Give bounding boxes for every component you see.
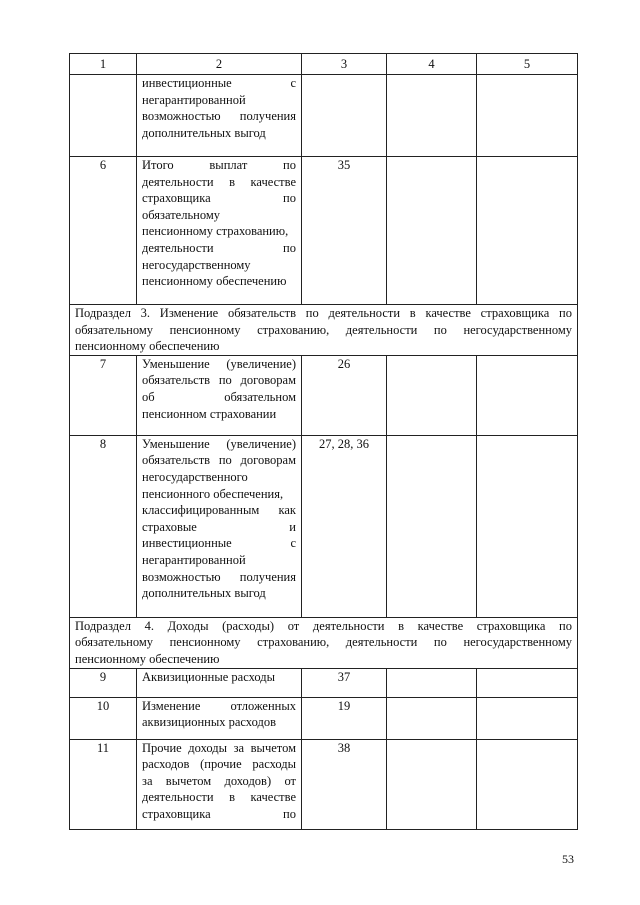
row-number: 6	[70, 157, 137, 305]
subsection-heading	[70, 617, 578, 668]
empty-cell	[477, 355, 578, 435]
row-note	[302, 75, 387, 157]
empty-cell	[387, 697, 477, 739]
report-table	[69, 53, 578, 830]
description-line: страховщика по	[142, 191, 296, 206]
description-line: пенсионному страхованию,	[142, 224, 289, 239]
description-line: дополнительных выгод	[142, 586, 266, 601]
table-row	[70, 75, 578, 157]
row-note: 35	[302, 157, 387, 305]
page-number: 53	[562, 852, 574, 866]
empty-cell	[387, 668, 477, 697]
empty-cell	[387, 435, 477, 617]
empty-cell	[387, 739, 477, 829]
description-line: пенсионному обеспечению	[142, 274, 287, 289]
empty-cell	[477, 697, 578, 739]
row-note: 19	[302, 697, 387, 739]
table-row	[70, 355, 578, 435]
row-description	[137, 435, 302, 617]
row-note: 27, 28, 36	[302, 435, 387, 617]
description-line: об обязательном	[142, 389, 296, 404]
description-line: классифицированным как	[142, 503, 296, 518]
row-note: 38	[302, 739, 387, 829]
description-line: возможностью получения	[142, 109, 296, 124]
column-header: 1	[70, 54, 137, 75]
subsection-line: Подраздел 3. Изменение обязательств по деятельности в качестве страховщика по	[75, 306, 572, 320]
description-line: Аквизиционные расходы	[142, 669, 276, 684]
empty-cell	[387, 157, 477, 305]
description-line: обязательному	[142, 207, 221, 222]
row-number: 11	[70, 739, 137, 829]
row-description	[137, 355, 302, 435]
row-number: 10	[70, 697, 137, 739]
subsection-row	[70, 617, 578, 668]
table-row	[70, 668, 578, 697]
description-line: негарантированной	[142, 92, 246, 107]
description-line: пенсионном страховании	[142, 406, 277, 421]
subsection-line: пенсионному обеспечению	[75, 339, 220, 354]
row-note: 37	[302, 668, 387, 697]
description-line: обязательств по договорам	[142, 453, 296, 468]
description-line: деятельности по	[142, 240, 296, 255]
table-row	[70, 697, 578, 739]
description-line: Изменение отложенных	[142, 698, 296, 713]
subsection-row	[70, 305, 578, 356]
row-number: 7	[70, 355, 137, 435]
description-line: расходов (прочие расходы	[142, 757, 296, 772]
row-description	[137, 157, 302, 305]
subsection-line: пенсионному обеспечению	[75, 651, 220, 666]
row-description	[137, 739, 302, 829]
description-line: Уменьшение (увеличение)	[142, 436, 296, 451]
row-description	[137, 668, 302, 697]
table-row	[70, 435, 578, 617]
description-line: негарантированной	[142, 552, 246, 567]
description-line: страховые и	[142, 519, 296, 534]
description-line: негосударственному	[142, 257, 251, 272]
row-number	[70, 75, 137, 157]
subsection-heading	[70, 305, 578, 356]
column-header: 5	[477, 54, 578, 75]
description-line: негосударственного	[142, 469, 248, 484]
description-line: Уменьшение (увеличение)	[142, 356, 296, 371]
description-line: страховщика по	[142, 806, 296, 821]
row-number: 9	[70, 668, 137, 697]
description-line: деятельности в качестве	[142, 790, 296, 805]
empty-cell	[477, 668, 578, 697]
description-line: аквизиционных расходов	[142, 715, 276, 730]
empty-cell	[477, 739, 578, 829]
description-line: деятельности в качестве	[142, 174, 296, 189]
description-line: пенсионного обеспечения,	[142, 486, 284, 501]
column-header: 3	[302, 54, 387, 75]
empty-cell	[477, 435, 578, 617]
description-line: Итого выплат по	[142, 158, 296, 172]
description-line: обязательств по договорам	[142, 373, 296, 388]
empty-cell	[477, 75, 578, 157]
subsection-line: обязательному пенсионному страхованию, деятельности по негосударственному	[75, 322, 572, 337]
column-header: 2	[137, 54, 302, 75]
description-line: инвестиционные с	[142, 536, 296, 551]
row-number: 8	[70, 435, 137, 617]
row-description	[137, 75, 302, 157]
description-line: за вычетом доходов) от	[142, 773, 296, 788]
row-note: 26	[302, 355, 387, 435]
column-header: 4	[387, 54, 477, 75]
empty-cell	[387, 355, 477, 435]
subsection-line: Подраздел 4. Доходы (расходы) от деятельности в качестве страховщика по	[75, 618, 572, 633]
description-line: дополнительных выгод	[142, 125, 266, 140]
column-header-row	[70, 54, 578, 75]
description-line: Прочие доходы за вычетом	[142, 740, 296, 755]
row-description	[137, 697, 302, 739]
empty-cell	[387, 75, 477, 157]
empty-cell	[477, 157, 578, 305]
subsection-line: обязательному пенсионному страхованию, деятельности по негосударственному	[75, 635, 572, 650]
table-row	[70, 157, 578, 305]
description-line: инвестиционные с	[142, 76, 296, 90]
description-line: возможностью получения	[142, 569, 296, 584]
table-row	[70, 739, 578, 829]
